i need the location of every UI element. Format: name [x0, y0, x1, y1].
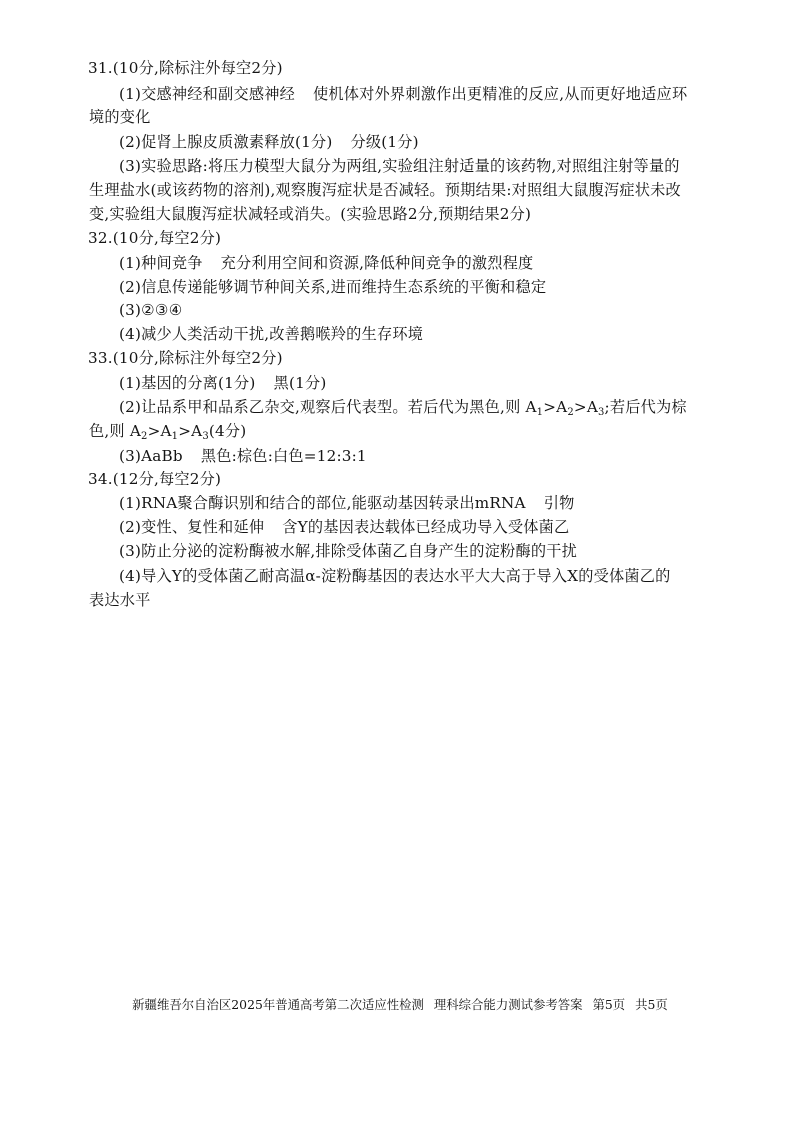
q31-answer-2-part2: 分级(1分): [350, 133, 419, 151]
q33-answer-2-mid: ;若后代为棕: [604, 398, 687, 416]
q33-answer-1: [119, 372, 326, 394]
q32-answer-1-part2: 充分利用空间和资源,降低种间竞争的激烈程度: [220, 254, 534, 272]
q34-answer-4-line1: (4)导入Y的受体菌乙耐高温α-淀粉酶基因的表达水平大大高于导入X的受体菌乙的: [119, 567, 671, 585]
footer-page-number: 第5页: [592, 997, 626, 1012]
q34-answer-2-part2: 含Y的基因表达载体已经成功导入受体菌乙: [282, 518, 570, 536]
q32-answer-3: (3)②③④: [119, 301, 183, 319]
q31-answer-3-line2: 生理盐水(或该药物的溶剂),观察腹泻症状是否减轻。预期结果:对照组大鼠腹泻症状未改: [89, 181, 681, 199]
q33-allele-order-1: $A_1>A_2>A_3$: [525, 398, 605, 418]
q33-answer-2-text: (2)让品系甲和品系乙杂交,观察后代表型。若后代为黑色,则: [119, 398, 521, 416]
q32-answer-2: (2)信息传递能够调节种间关系,进而维持生态系统的平衡和稳定: [119, 278, 547, 296]
q33-header: 33.(10分,除标注外每空2分): [88, 349, 283, 367]
q33-answer-1-part1: (1)基因的分离(1分): [119, 374, 256, 392]
q31-answer-1-part2: 使机体对外界刺激作出更精准的反应,从而更好地适应环: [313, 85, 688, 103]
q34-answer-4-line2: 表达水平: [89, 591, 151, 609]
q34-answer-1-part2: 引物: [543, 494, 575, 512]
q33-answer-2-cont: [89, 420, 246, 442]
footer-subject: 理科综合能力测试参考答案: [433, 997, 583, 1012]
q34-answer-3: (3)防止分泌的淀粉酶被水解,排除受体菌乙自身产生的淀粉酶的干扰: [119, 542, 577, 560]
footer-total-pages: 共5页: [635, 997, 668, 1012]
q32-answer-1: [119, 252, 533, 274]
q31-answer-3-line1: (3)实验思路:将压力模型大鼠分为两组,实验组注射适量的该药物,对照组注射等量的: [119, 157, 680, 175]
q32-answer-4: (4)减少人类活动干扰,改善鹅喉羚的生存环境: [119, 325, 424, 343]
q34-answer-1-part1: (1)RNA聚合酶识别和结合的部位,能驱动基因转录出mRNA: [119, 494, 526, 512]
q33-answer-3-part2: 黑色:棕色:白色=12:3:1: [200, 447, 367, 465]
q34-answer-2: [119, 516, 569, 538]
q31-answer-3-line3: 变,实验组大鼠腹泻症状减轻或消失。(实验思路2分,预期结果2分): [89, 205, 532, 223]
q33-answer-1-part2: 黑(1分): [273, 374, 327, 392]
q33-answer-2-cont-prefix: 色,则: [89, 422, 125, 440]
q32-answer-1-part1: (1)种间竞争: [119, 254, 203, 272]
q32-header: 32.(10分,每空2分): [88, 229, 222, 247]
q31-answer-2: [119, 131, 419, 153]
q31-answer-1-cont: 境的变化: [89, 108, 151, 126]
q33-answer-3-part1: (3)AaBb: [119, 447, 183, 465]
q33-allele-order-2: $A_2>A_1>A_3$: [129, 422, 209, 442]
q33-answer-3: [119, 445, 367, 467]
q34-answer-1: [119, 492, 574, 514]
q33-answer-2: [119, 396, 687, 418]
page-footer: [0, 996, 800, 1014]
q34-header: 34.(12分,每空2分): [88, 470, 222, 488]
footer-exam-title: 新疆维吾尔自治区2025年普通高考第二次适应性检测: [132, 997, 424, 1012]
q33-answer-2-score: (4分): [208, 422, 247, 440]
q34-answer-2-part1: (2)变性、复性和延伸: [119, 518, 265, 536]
q31-answer-1-part1: (1)交感神经和副交感神经: [119, 85, 295, 103]
q31-answer-1: [119, 83, 687, 105]
q31-answer-2-part1: (2)促肾上腺皮质激素释放(1分): [119, 133, 333, 151]
q31-header: 31.(10分,除标注外每空2分): [88, 59, 283, 77]
